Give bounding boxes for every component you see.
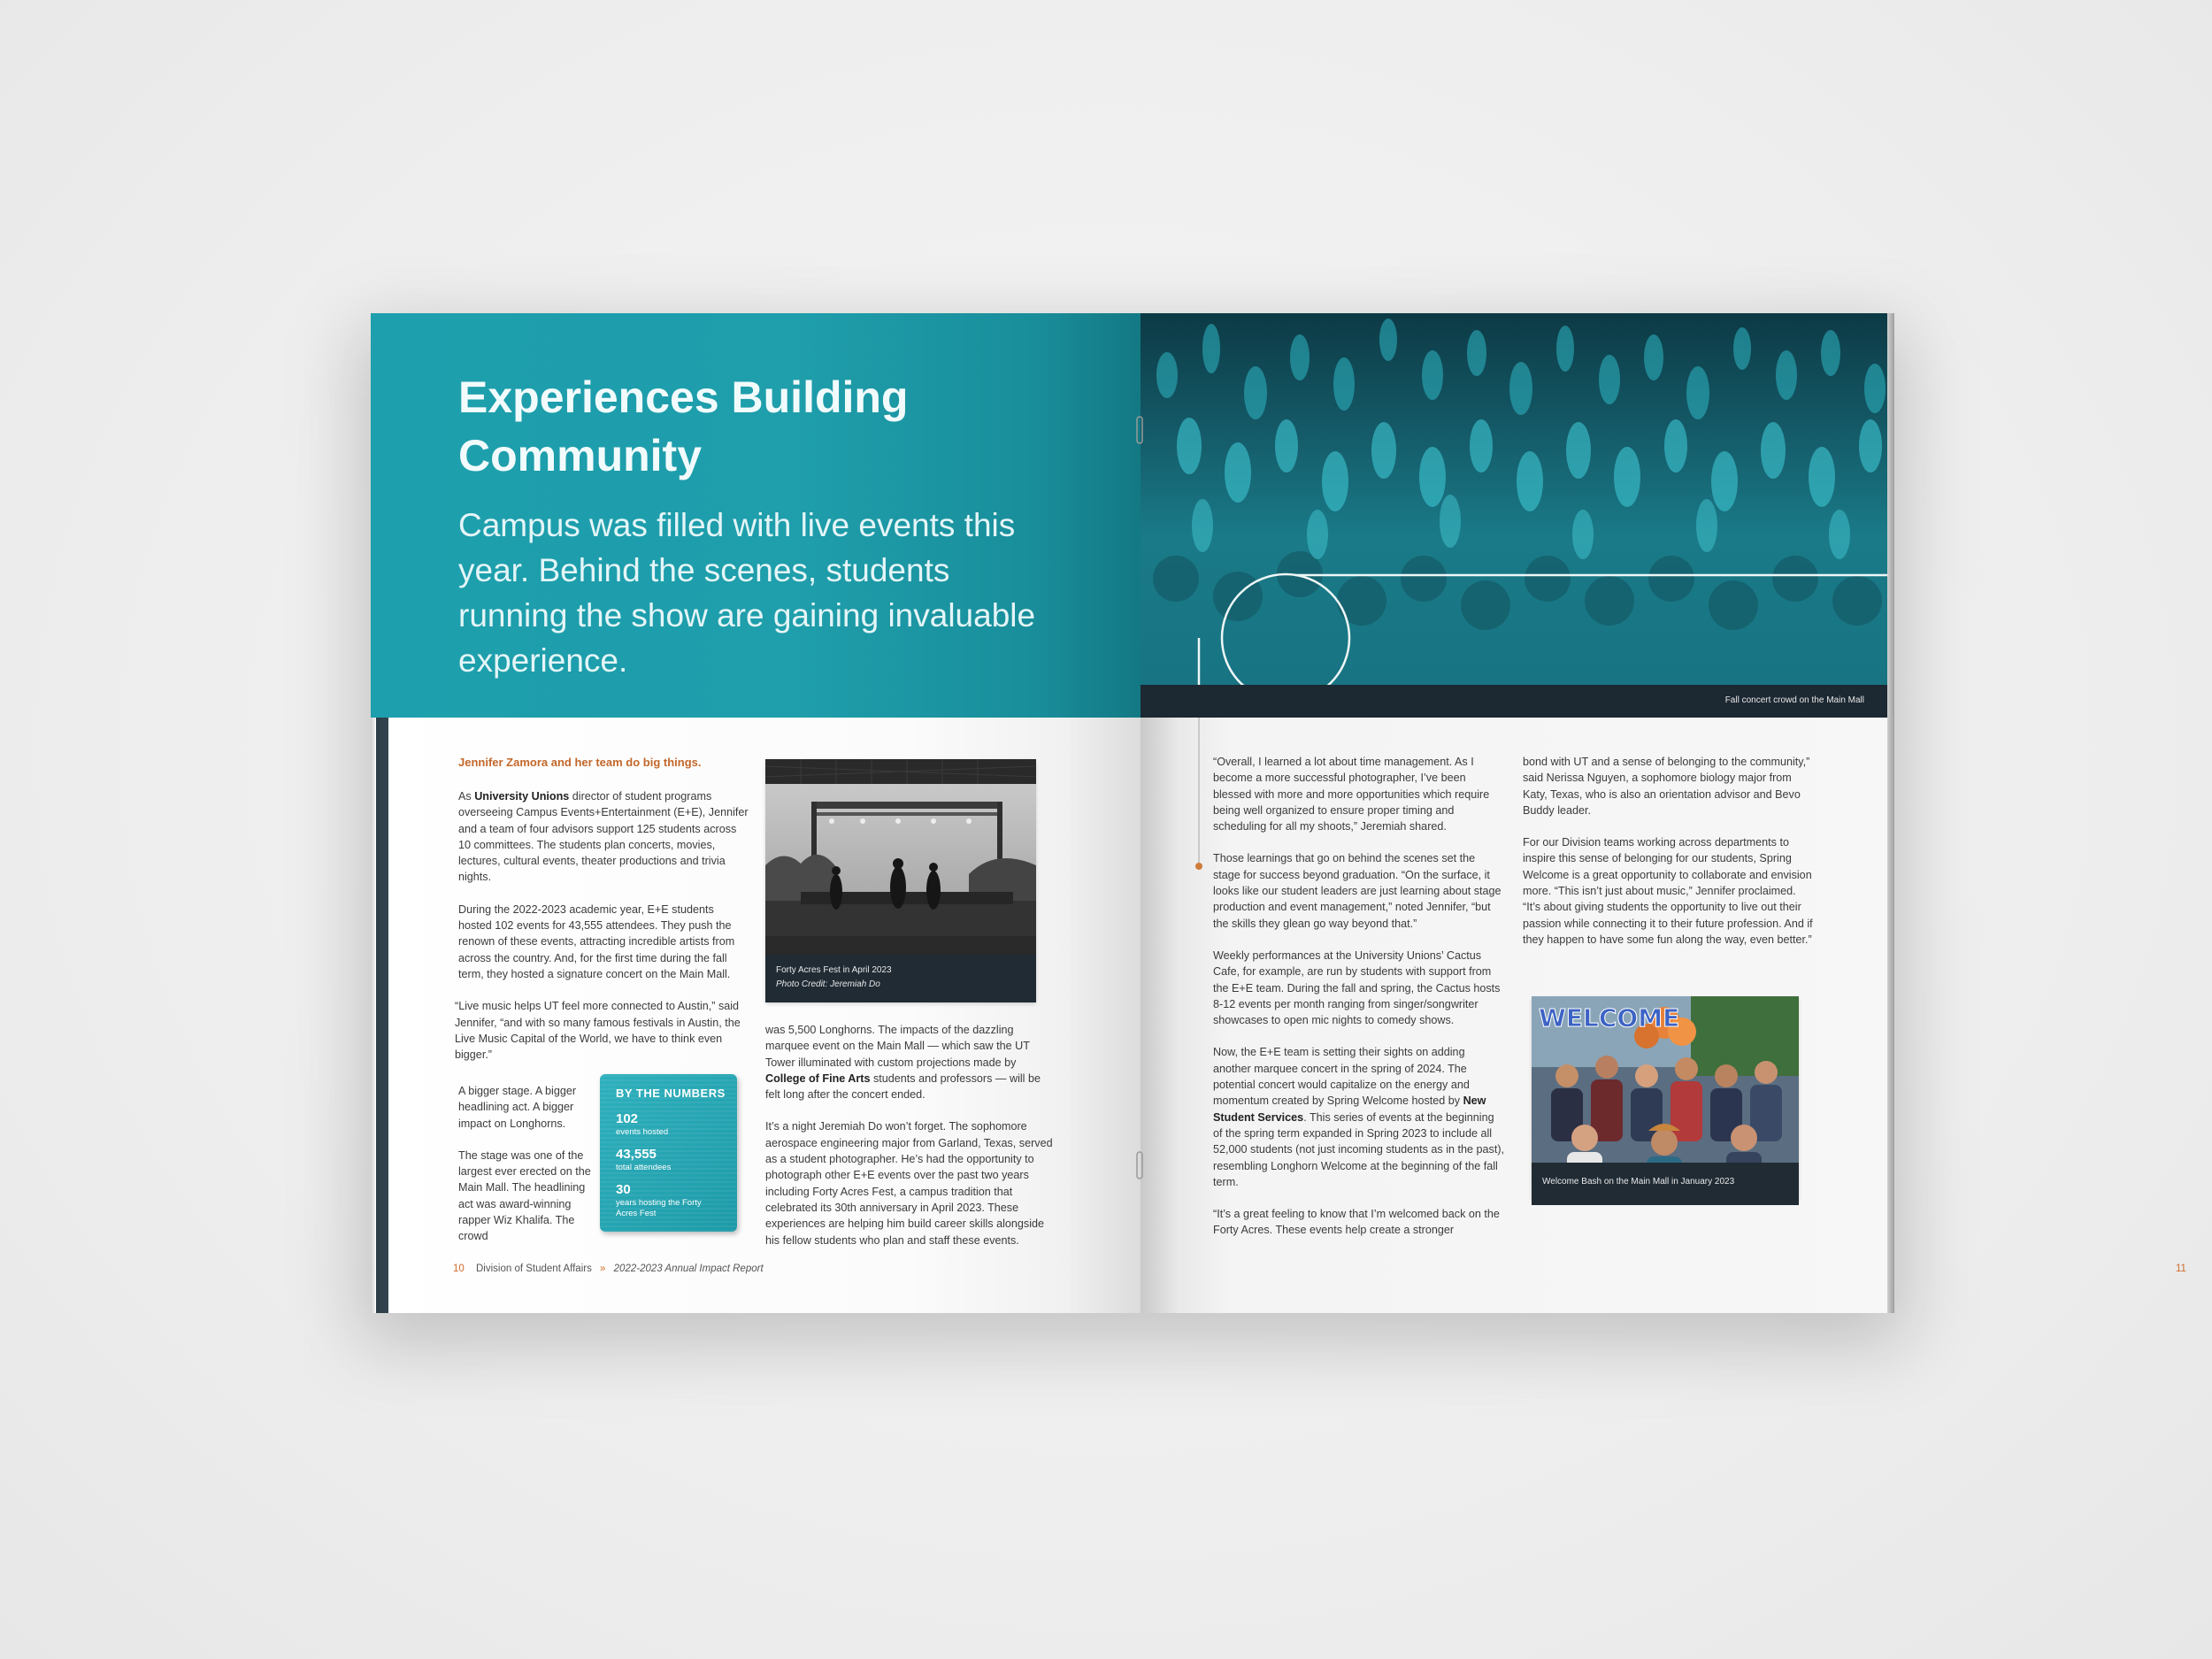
left-page — [371, 313, 1141, 1313]
stat-total-attendees: 43,555 total attendees — [616, 1147, 672, 1172]
hero-caption: Fall concert crowd on the Main Mall — [1724, 695, 1864, 705]
lede-text: Jennifer Zamora and her team do big things. — [458, 756, 702, 769]
brochure-spread — [371, 313, 2186, 1313]
footer-separator: » — [600, 1263, 606, 1274]
left-accent-bar — [376, 718, 388, 1313]
stage-photo-caption: Forty Acres Fest in April 2023 Photo Credit: Jeremiah Do — [765, 955, 1036, 1002]
right-column-2 — [1523, 754, 1815, 964]
photo-credit: Photo Credit: Jeremiah Do — [776, 979, 880, 989]
welcome-sign: WELCOME — [1539, 1003, 1680, 1033]
quote-paragraph: “It’s a great feeling to know that I’m welcomed back on the Forty Acres. These events help create a stronger — [1213, 1208, 1500, 1237]
quote-paragraph: “Live music helps UT feel more connected to Austin,” said Jennifer, “and with so many famous festivals in Austin, the Live Music Capital of the World, we have to think even bigger.” — [455, 1000, 741, 1062]
page-subtitle: Campus was filled with live events this year. Behind the scenes, students running the show are gaining invaluable experience. — [458, 507, 1036, 679]
right-page-number: 11 — [2176, 1263, 2186, 1274]
timeline-connector — [1189, 718, 1210, 877]
page-number: 10 — [453, 1263, 465, 1274]
by-the-numbers-title: BY THE NUMBERS — [616, 1087, 726, 1100]
stat-events-hosted: 102 events hosted — [616, 1111, 669, 1137]
welcome-bash-photo — [1532, 996, 1799, 1200]
paragraph: During the 2022-2023 academic year, E+E students hosted 102 events for 43,555 attendees. They push the renown of these events, attracting incredible artists from across the country. And, for the first time during the fall term, they hosted a signature concert on the Main Mall. — [458, 902, 735, 980]
left-footer — [453, 1263, 764, 1274]
by-the-numbers-box — [600, 1074, 737, 1232]
binding-staple-bottom — [1135, 1152, 1144, 1179]
paragraph: For our Division teams working across departments to inspire this sense of belonging for our students, Spring Welcome is a great opportunity to collaborate and envision more. “This isn’t just about music,” Jennifer proclaimed. “It’s about giving students the opportunity to live out their passion while connecting it to their future profession. And if they happen to have some fun along the way, even better.” — [1523, 836, 1813, 946]
paragraph: Now, the E+E team is setting their sights on adding another marquee concert in the spring of 2024. The potential concert would capitalize on the energy and momentum created by Spring Welcome hosted by New Student Services. This series of events at the beginning of the spring term expanded in Spring 2023 to include all 52,000 students (not just incoming students as in the past), resembling Longhorn Welcome at the beginning of the fall term. — [1213, 1046, 1505, 1188]
crowd-illustration — [1141, 313, 1894, 685]
footer-org: Division of Student Affairs — [476, 1263, 592, 1274]
bold-college-name: College of Fine Arts — [765, 1071, 871, 1085]
paragraph: Weekly performances at the University Unions’ Cactus Cafe, for example, are run by students with support from the E+E team. During the fall and spring, the Cactus hosts 8-12 events per month ranging from singer/songwriter showcases to open mic nights to comedy shows. — [1213, 949, 1501, 1027]
paragraph: Those learnings that go on behind the scenes set the stage for success beyond graduation. “On the surface, it looks like our student leaders are just learning about stage production and event management,” noted Jennifer, “but the skills they glean go way beyond that.” — [1213, 852, 1502, 930]
paragraph: A bigger stage. A bigger headlining act. A bigger impact on Longhorns. — [458, 1085, 577, 1130]
stat-years-hosting: 30 years hosting the Forty Acres Fest — [616, 1182, 702, 1218]
page-title: Experiences Building Community — [458, 373, 909, 480]
stage-photo — [765, 759, 1036, 1002]
paragraph: The stage was one of the largest ever erected on the Main Mall. The headlining act was award-winning rapper Wiz Khalifa. The crowd — [458, 1148, 591, 1243]
bold-office-name: New Student Services — [1213, 1094, 1486, 1124]
left-column-2 — [765, 1022, 1057, 1264]
right-page-edge — [1887, 313, 1894, 1313]
paragraph: was 5,500 Longhorns. The impacts of the dazzling marquee event on the Main Mall — which saw the UT Tower illuminated with custom projections made by College of Fine Arts students and professors — will be felt long after the concert ended. — [765, 1024, 1041, 1102]
right-column-1 — [1213, 754, 1505, 1255]
right-page — [1141, 313, 2186, 1313]
bold-org-name: University Unions — [474, 790, 570, 803]
crowd-hero-image — [1141, 313, 1894, 685]
paragraph: It’s a night Jeremiah Do won’t forget. The sophomore aerospace engineering major from Garland, Texas, served as a student photographer. He’s had the opportunity to photograph other E+E events over the past two years including Forty Acres Fest, a campus tradition that celebrated its 30th anniversary in April 2023. These experiences are helping him build career skills alongside his fellow students who plan and staff these events. — [765, 1120, 1053, 1247]
concert-stage-image — [765, 759, 1036, 959]
left-column-1-bottom — [458, 1083, 591, 1261]
left-column-1-top — [455, 788, 750, 1079]
paragraph: bond with UT and a sense of belonging to the community,” said Nerissa Nguyen, a sophomore biology major from Katy, Texas, who is also an orientation advisor and Bevo Buddy leader. — [1523, 756, 1810, 817]
footer-report-title: 2022-2023 Annual Impact Report — [613, 1263, 764, 1274]
welcome-photo-caption: Welcome Bash on the Main Mall in January 2023 — [1532, 1166, 1799, 1200]
quote-paragraph: “Overall, I learned a lot about time management. As I become a more successful photographer, I’ve been blessed with more and more opportunities which require being well organized to ensure proper timing and scheduling for all my shoots,” Jeremiah shared. — [1213, 756, 1490, 833]
paragraph: As University Unions director of student programs overseeing Campus Events+Entertainment (E+E), Jennifer and a team of four advisors support 125 students across 10 committees. The students plan concerts, movies, lectures, cultural events, theater productions and trivia nights. — [458, 790, 749, 884]
binding-staple-top — [1135, 417, 1144, 443]
